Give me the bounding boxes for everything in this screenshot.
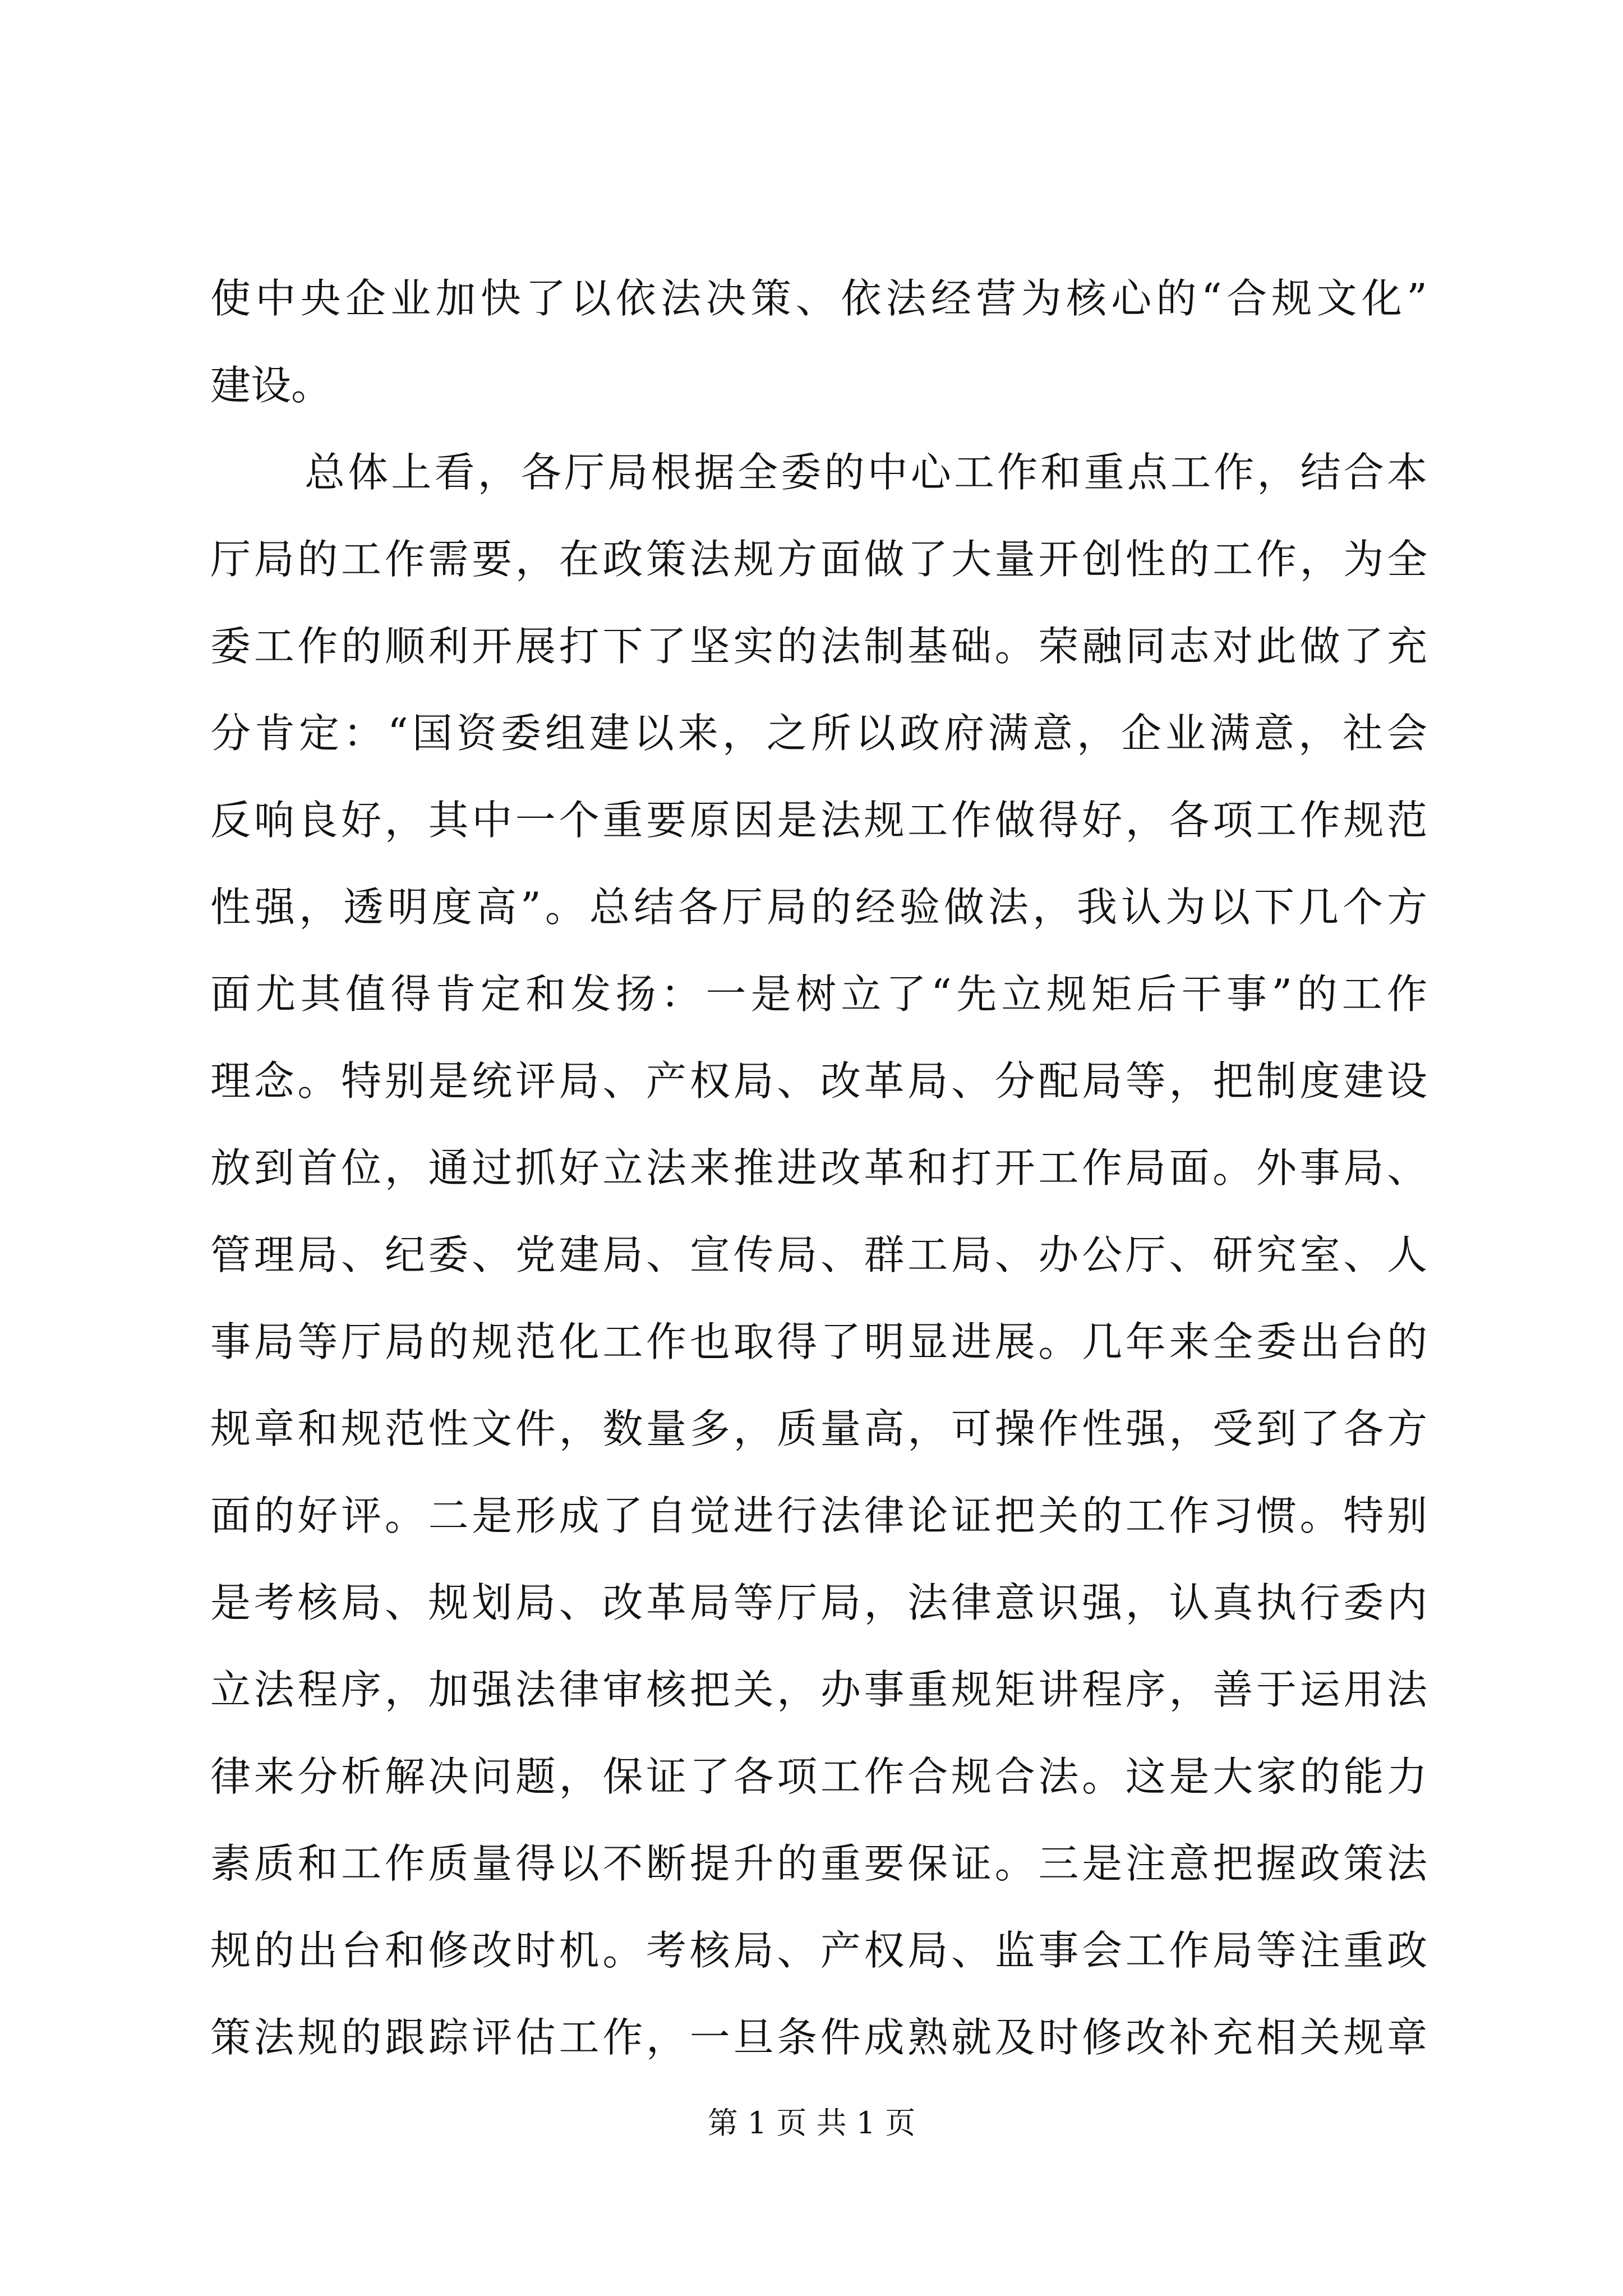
text-line: 理念。特别是统评局、产权局、改革局、分配局等，把制度建设 [210,1057,1427,1105]
text-line: 策法规的跟踪评估工作，一旦条件成熟就及时修改补充相关规章 [210,2014,1427,2061]
text-line: 面尤其值得肯定和发扬：一是树立了“先立规矩后干事”的工作 [210,970,1427,1018]
text-line: 事局等厅局的规范化工作也取得了明显进展。几年来全委出台的 [210,1318,1427,1365]
text-line: 面的好评。二是形成了自觉进行法律论证把关的工作习惯。特别 [210,1492,1427,1539]
page-footer: 第 1 页 共 1 页 [707,2105,916,2141]
text-line: 规的出台和修改时机。考核局、产权局、监事会工作局等注重政 [210,1927,1427,1974]
text-line: 委工作的顺利开展打下了坚实的法制基础。荣融同志对此做了充 [210,623,1427,670]
body-text [210,255,1427,2081]
text-line: 是考核局、规划局、改革局等厅局，法律意识强，认真执行委内 [210,1579,1427,1626]
text-line: 使中央企业加快了以依法决策、依法经营为核心的“合规文化” [210,275,1427,322]
text-line: 立法程序，加强法律审核把关，办事重规矩讲程序，善于运用法 [210,1666,1427,1713]
text-line: 厅局的工作需要，在政策法规方面做了大量开创性的工作，为全 [210,536,1427,583]
text-line: 放到首位，通过抓好立法来推进改革和打开工作局面。外事局、 [210,1144,1427,1191]
text-line: 性强，透明度高”。总结各厅局的经验做法，我认为以下几个方 [210,884,1427,931]
text-line: 管理局、纪委、党建局、宣传局、群工局、办公厅、研究室、人 [210,1231,1427,1278]
text-line: 建设。 [210,362,332,409]
text-line: 反响良好，其中一个重要原因是法规工作做得好，各项工作规范 [210,797,1427,844]
text-line: 分肯定：“国资委组建以来，之所以政府满意，企业满意，社会 [210,710,1427,757]
paragraph-first-line: 总体上看，各厅局根据全委的中心工作和重点工作，结合本 [305,449,1427,496]
text-line: 素质和工作质量得以不断提升的重要保证。三是注意把握政策法 [210,1840,1427,1887]
text-line: 律来分析解决问题，保证了各项工作合规合法。这是大家的能力 [210,1753,1427,1800]
text-line: 规章和规范性文件，数量多，质量高，可操作性强，受到了各方 [210,1405,1427,1452]
